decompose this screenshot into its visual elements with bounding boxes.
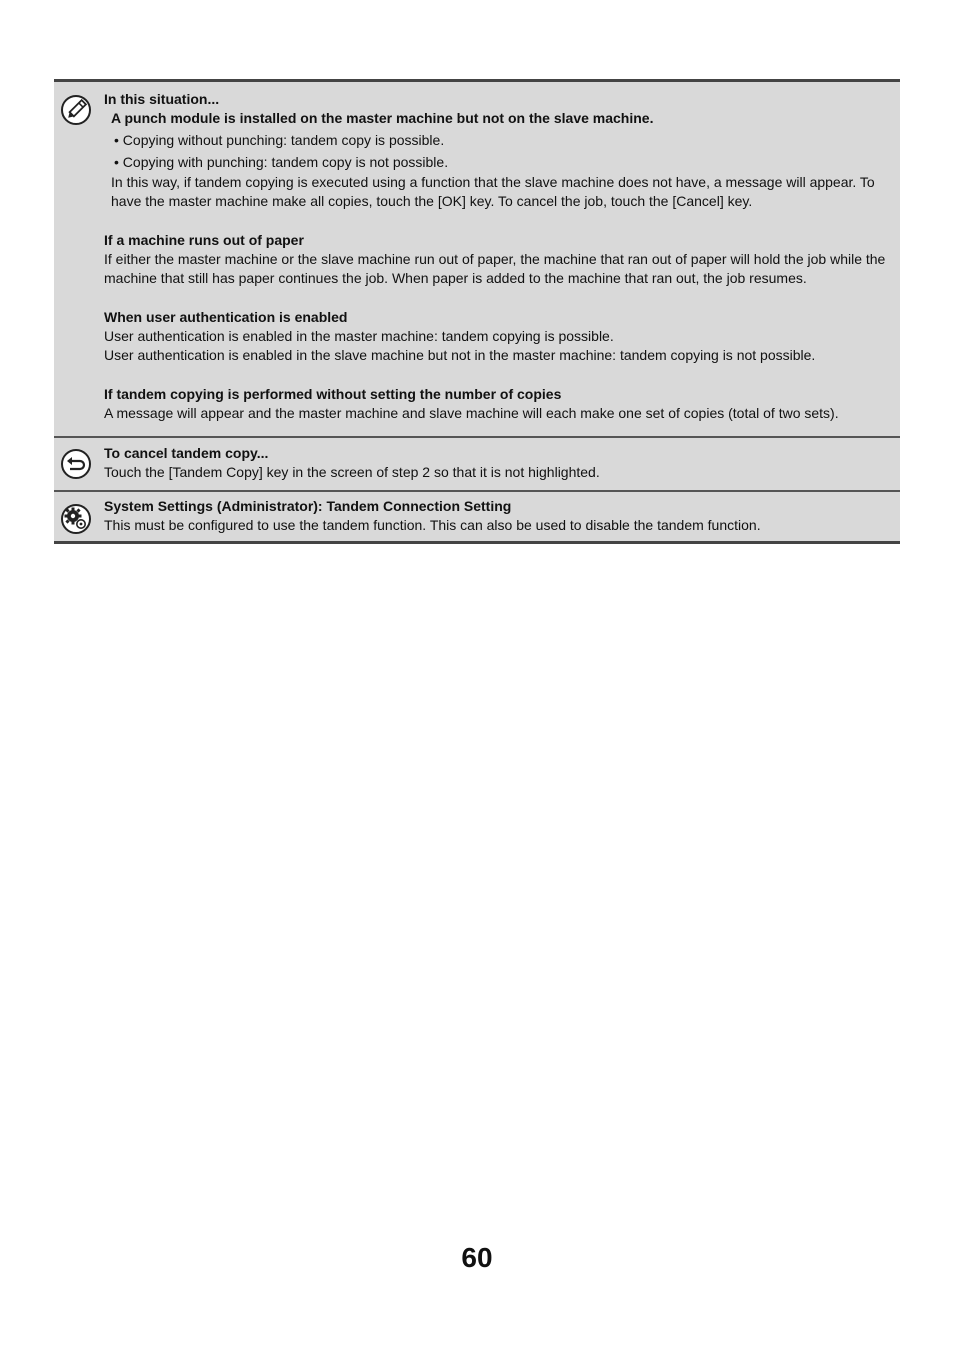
cancel-text: Touch the [Tandem Copy] key in the screen of step 2 so that it is not highlighted. — [104, 464, 600, 480]
cancel-note — [54, 436, 900, 490]
copies-heading: If tandem copying is performed without setting the number of copies — [104, 386, 562, 402]
auth-line: User authentication is enabled in the master machine: tandem copying is possible. — [104, 328, 614, 344]
pencil-note-icon — [60, 94, 92, 126]
auth-heading: When user authentication is enabled — [104, 309, 348, 325]
page-number: 60 — [461, 1242, 493, 1273]
cancel-heading: To cancel tandem copy... — [104, 445, 269, 461]
paper-text: If either the master machine or the slave machine run out of paper, the machine that ran out of paper will hold the job while the machine that still has paper continues the job. When paper is added to the machine that ran out, the job resumes. — [104, 251, 886, 286]
function-mismatch-text: In this way, if tandem copying is executed using a function that the slave machine does not have, a message will appear. To have the master machine make all copies, touch the [OK] key. To cancel the job, touch the [Cancel] key. — [111, 174, 875, 209]
settings-heading: System Settings (Administrator): Tandem Connection Setting — [104, 498, 512, 514]
paper-heading: If a machine runs out of paper — [104, 232, 304, 248]
return-arrow-icon — [60, 448, 92, 480]
system-settings-gear-icon — [60, 503, 92, 535]
situation-note — [54, 82, 900, 436]
notes-panel — [54, 79, 900, 544]
bullet-item: • Copying without punching: tandem copy is possible. — [114, 132, 445, 148]
settings-note — [54, 490, 900, 541]
auth-line: User authentication is enabled in the slave machine but not in the master machine: tandem copying is not possible. — [104, 347, 816, 363]
situation-heading: In this situation... — [104, 91, 220, 107]
bullet-item: • Copying with punching: tandem copy is not possible. — [114, 153, 449, 170]
settings-text: This must be configured to use the tandem function. This can also be used to disable the tandem function. — [104, 517, 761, 533]
punch-module-subheading: A punch module is installed on the master machine but not on the slave machine. — [111, 110, 654, 126]
copies-text: A message will appear and the master machine and slave machine will each make one set of copies (total of two sets). — [104, 405, 839, 421]
